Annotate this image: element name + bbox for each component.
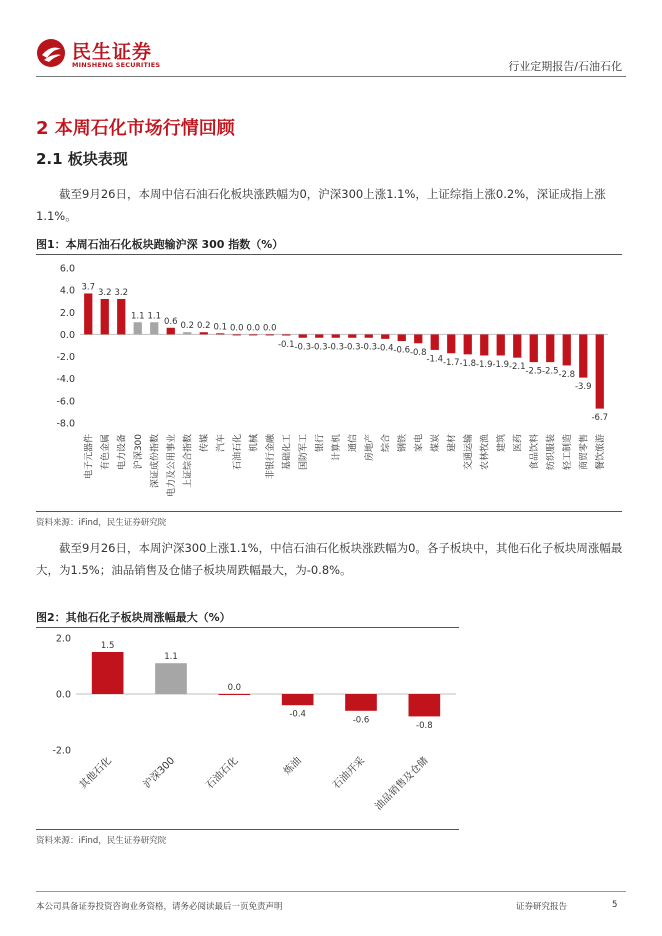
x-tick-label: 计算机 bbox=[331, 434, 342, 462]
data-label: -2.8 bbox=[558, 369, 576, 380]
bar bbox=[409, 694, 441, 716]
x-tick-label: 综合 bbox=[381, 434, 392, 453]
bar bbox=[134, 322, 142, 334]
bar bbox=[150, 322, 158, 334]
bar bbox=[513, 334, 521, 357]
bar bbox=[596, 334, 604, 408]
data-label: 0.0 bbox=[262, 323, 277, 334]
figure-source: 资料来源：iFind，民生证券研究院 bbox=[36, 518, 167, 528]
bar bbox=[414, 334, 422, 343]
bar bbox=[431, 334, 439, 350]
x-tick-label: 银行 bbox=[315, 434, 326, 453]
x-tick-label: 汽车 bbox=[216, 434, 227, 453]
x-tick-label: 建材 bbox=[447, 434, 458, 453]
figure-1-chart bbox=[36, 256, 622, 510]
minsheng-logo-icon bbox=[36, 38, 66, 68]
data-label: -0.3 bbox=[360, 342, 378, 353]
paragraph: 截至9月26日，本周中信石油石化板块涨跌幅为0，沪深300上涨1.1%，上证综指上涨0.2%，深证成指上涨1.1%。 bbox=[36, 187, 606, 223]
brand-name: 民生证券 bbox=[72, 41, 153, 63]
bar bbox=[332, 334, 340, 337]
data-label: -0.3 bbox=[294, 342, 312, 353]
bar bbox=[348, 334, 356, 337]
bar bbox=[101, 299, 109, 334]
x-tick-label: 石油石化 bbox=[232, 434, 243, 471]
data-label: 0.0 bbox=[229, 323, 244, 334]
figure-rule bbox=[36, 511, 622, 512]
bar bbox=[299, 334, 307, 337]
y-tick-label: -2.0 bbox=[56, 352, 75, 364]
figure-rule bbox=[36, 254, 622, 255]
bar bbox=[563, 334, 571, 365]
bar bbox=[233, 334, 241, 335]
bar bbox=[579, 334, 587, 377]
bar bbox=[365, 334, 373, 337]
data-label: 1.1 bbox=[164, 652, 178, 663]
x-tick-label: 油品销售及仓储 bbox=[373, 755, 431, 813]
figure-2-chart bbox=[36, 628, 459, 830]
x-tick-label: 纺织服装 bbox=[546, 434, 557, 471]
x-tick-label: 石油石化 bbox=[204, 755, 241, 792]
bar bbox=[530, 334, 538, 362]
bar bbox=[200, 332, 208, 334]
x-tick-label: 农林牧渔 bbox=[480, 434, 491, 471]
x-tick-label: 轻工制造 bbox=[562, 434, 573, 471]
y-tick-label: -6.0 bbox=[56, 396, 75, 408]
x-tick-label: 非银行金融 bbox=[265, 434, 276, 480]
bar bbox=[546, 334, 554, 362]
data-label: 3.2 bbox=[97, 288, 112, 298]
data-label: -0.3 bbox=[310, 342, 328, 353]
paragraph: 截至9月26日，本周沪深300上涨1.1%，中信石油石化板块涨跌幅为0。各子板块中，其他石化子板块周涨幅最大，为1.5%；油品销售及仓储子板块周跌幅最大，为-0.8%。 bbox=[36, 541, 623, 577]
x-tick-label: 钢铁 bbox=[397, 434, 408, 453]
bar bbox=[249, 334, 257, 335]
x-tick-label: 基础化工 bbox=[282, 434, 293, 471]
x-tick-label: 交通运输 bbox=[463, 434, 474, 471]
bar bbox=[282, 694, 314, 705]
bar bbox=[92, 652, 124, 694]
data-label: 0.2 bbox=[180, 321, 195, 332]
bar bbox=[480, 334, 488, 355]
x-tick-label: 煤炭 bbox=[430, 434, 441, 453]
y-tick-label: 4.0 bbox=[59, 285, 75, 297]
data-label: 0.0 bbox=[246, 323, 261, 334]
data-label: -1.9 bbox=[492, 359, 510, 370]
x-tick-label: 其他石化 bbox=[77, 755, 114, 792]
data-label: -0.1 bbox=[277, 340, 295, 351]
x-tick-label: 石油开采 bbox=[331, 755, 368, 792]
x-tick-label: 通信 bbox=[348, 434, 359, 453]
y-tick-label: 0.0 bbox=[55, 689, 71, 701]
data-label: -0.6 bbox=[393, 345, 411, 356]
y-tick-label: 2.0 bbox=[55, 633, 71, 645]
data-label: -1.7 bbox=[442, 357, 460, 368]
figure-source: 资料来源：iFind，民生证券研究院 bbox=[36, 836, 167, 846]
bar bbox=[155, 663, 187, 694]
x-tick-label: 炼油 bbox=[281, 755, 304, 778]
y-tick-label: 6.0 bbox=[59, 263, 75, 275]
data-label: 1.1 bbox=[130, 311, 145, 322]
bar bbox=[219, 694, 251, 695]
footer-divider bbox=[36, 891, 626, 892]
bar bbox=[464, 334, 472, 354]
x-tick-label: 上证综合指数 bbox=[183, 434, 194, 489]
data-label: 0.2 bbox=[196, 321, 211, 332]
y-tick-label: -8.0 bbox=[56, 418, 75, 430]
y-tick-label: -2.0 bbox=[52, 745, 71, 757]
bar bbox=[398, 334, 406, 341]
x-tick-label: 深证成份指数 bbox=[150, 434, 161, 489]
x-tick-label: 食品饮料 bbox=[529, 434, 540, 471]
data-label: 0.1 bbox=[213, 322, 228, 333]
bar bbox=[117, 299, 125, 334]
data-label: -0.6 bbox=[352, 715, 370, 726]
data-label: 0.0 bbox=[227, 683, 242, 693]
x-tick-label: 电力设备 bbox=[117, 434, 128, 471]
section-subtitle: 2.1 板块表现 bbox=[36, 150, 128, 168]
header-divider bbox=[36, 76, 626, 77]
brand-name-en: MINSHENG SECURITIES bbox=[72, 61, 161, 69]
bar bbox=[167, 328, 175, 335]
bar bbox=[447, 334, 455, 353]
data-label: -3.9 bbox=[574, 382, 592, 393]
bar bbox=[266, 334, 274, 335]
y-tick-label: 0.0 bbox=[59, 329, 75, 341]
page-number: 5 bbox=[612, 900, 618, 910]
x-tick-label: 传媒 bbox=[199, 434, 210, 453]
figure-rule bbox=[36, 829, 459, 830]
footer-label: 证券研究报告 bbox=[516, 902, 568, 912]
x-tick-label: 医药 bbox=[513, 434, 524, 453]
x-tick-label: 沪深300 bbox=[133, 434, 144, 470]
data-label: -6.7 bbox=[591, 413, 609, 424]
bar bbox=[381, 334, 389, 338]
data-label: -0.8 bbox=[409, 347, 427, 358]
y-tick-label: 2.0 bbox=[59, 307, 75, 319]
x-tick-label: 商贸零售 bbox=[579, 434, 590, 471]
x-tick-label: 机械 bbox=[249, 434, 260, 453]
data-label: -1.9 bbox=[475, 359, 493, 370]
data-label: -0.8 bbox=[416, 720, 433, 731]
x-tick-label: 电子元器件 bbox=[84, 434, 95, 480]
x-tick-label: 沪深300 bbox=[141, 755, 178, 791]
data-label: 1.5 bbox=[100, 641, 115, 651]
data-label: -2.5 bbox=[541, 366, 559, 377]
report-type: 行业定期报告/石油石化 bbox=[508, 60, 622, 73]
footer-disclaimer: 本公司具备证券投资咨询业务资格，请务必阅读最后一页免责声明 bbox=[36, 902, 283, 912]
section-title: 2 本周石化市场行情回顾 bbox=[36, 118, 235, 139]
data-label: -1.4 bbox=[426, 354, 444, 365]
data-label: 0.6 bbox=[163, 316, 178, 327]
data-label: -0.3 bbox=[327, 342, 345, 353]
bar bbox=[282, 334, 290, 335]
data-label: -2.5 bbox=[525, 366, 543, 377]
data-label: -1.8 bbox=[459, 358, 477, 369]
bar bbox=[315, 334, 323, 337]
bar bbox=[216, 333, 224, 334]
bar bbox=[345, 694, 377, 711]
x-tick-label: 餐饮旅游 bbox=[595, 434, 606, 471]
x-tick-label: 有色金属 bbox=[100, 434, 111, 471]
data-label: 3.7 bbox=[81, 282, 96, 293]
x-tick-label: 电力及公用事业 bbox=[166, 434, 177, 498]
x-tick-label: 建筑 bbox=[496, 434, 507, 453]
x-tick-label: 房地产 bbox=[364, 434, 375, 462]
x-tick-label: 国防军工 bbox=[298, 434, 309, 471]
figure-title: 图1：本周石油石化板块跑输沪深 300 指数（%） bbox=[36, 238, 284, 251]
data-label: 1.1 bbox=[147, 311, 162, 322]
bar bbox=[497, 334, 505, 355]
y-tick-label: -4.0 bbox=[56, 374, 75, 386]
data-label: -2.1 bbox=[508, 362, 526, 373]
data-label: 3.2 bbox=[114, 288, 129, 298]
data-label: -0.4 bbox=[289, 709, 306, 720]
bar bbox=[84, 293, 92, 334]
bar bbox=[183, 332, 191, 334]
data-label: -0.4 bbox=[376, 343, 394, 354]
x-tick-label: 家电 bbox=[414, 434, 425, 453]
figure-title: 图2：其他石化子板块周涨幅最大（%） bbox=[36, 611, 231, 624]
data-label: -0.3 bbox=[343, 342, 361, 353]
